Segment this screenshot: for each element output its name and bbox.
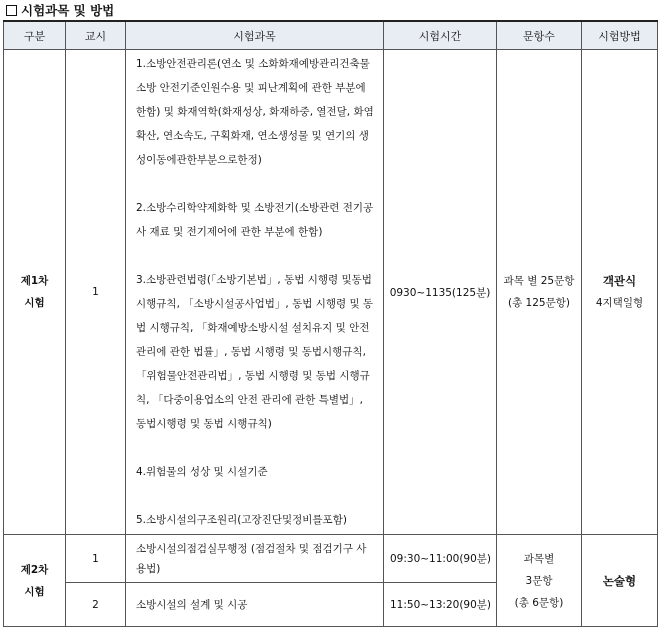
header-count: 문항수 xyxy=(497,21,582,50)
first-exam-time: 0930~1135(125분) xyxy=(384,50,497,535)
header-category: 구분 xyxy=(4,21,66,50)
second-exam-period-1: 1 xyxy=(66,535,126,583)
first-exam-category: 제1차 시험 xyxy=(4,50,66,535)
second-exam-method: 논술형 xyxy=(582,535,658,627)
second-exam-count: 과목별 3문항 (총 6문항) xyxy=(497,535,582,627)
subject-item-4: 4.위험물의 성상 및 시설기준 xyxy=(136,466,268,478)
table-row-first-exam xyxy=(4,50,658,535)
second-exam-period-2: 2 xyxy=(66,583,126,627)
header-subject: 시험과목 xyxy=(126,21,384,50)
second-exam-time-1: 09:30~11:00(90분) xyxy=(384,535,497,583)
second-exam-category: 제2차 시험 xyxy=(4,535,66,627)
subject-item-1: 1.소방안전관리론(연소 및 소화화재예방관리건축물 소방 안전기준인원수용 및 피난계획에 관한 부분에 한함) 및 화재역학(화재성상, 화재하중, 열전달, 화염확산, 연소속도, 구획화재, 연소생성물 및 연기의 생성이동에관한부분으로한정) xyxy=(136,58,374,166)
first-exam-subjects xyxy=(126,50,384,535)
first-exam-period: 1 xyxy=(66,50,126,535)
table-row-second-exam-1 xyxy=(4,535,658,583)
second-exam-subject-1: 소방시설의점검실무행정 (점검절차 및 점검기구 사용법) xyxy=(126,535,384,583)
section-heading xyxy=(6,2,114,20)
header-method: 시험방법 xyxy=(582,21,658,50)
section-heading-text: 시험과목 및 방법 xyxy=(21,3,115,18)
header-period: 교시 xyxy=(66,21,126,50)
subject-item-3: 3.소방관련법령(「소방기본법」, 동법 시행령 및동법 시행규칙, 「소방시설공사업법」, 동법 시행령 및 동법 시행규칙, 「화재예방소방시설 설치유지 및 안전관리에 관한 법률」, 동법 시행령 및 동법시행규칙, 「위험물안전관리법」, 동법 시행령 및 동법 시행규칙, 「다중이용업소의 안전 관리에 관한 특별법」, 동법시행령 및 동법 시행규칙) xyxy=(136,274,374,430)
first-exam-method: 객관식 4지택일형 xyxy=(582,50,658,535)
second-exam-time-2: 11:50~13:20(90분) xyxy=(384,583,497,627)
first-exam-count: 과목 별 25문항 (총 125문항) xyxy=(497,50,582,535)
exam-table xyxy=(3,20,658,627)
subject-item-5: 5.소방시설의구조원리(고장진단및정비를포함) xyxy=(136,514,347,526)
second-exam-subject-2: 소방시설의 설계 및 시공 xyxy=(126,583,384,627)
table-header-row xyxy=(4,21,658,50)
subject-item-2: 2.소방수리학약제화학 및 소방전기(소방관련 전기공사 재료 및 전기제어에 관한 부분에 한함) xyxy=(136,202,374,238)
header-time: 시험시간 xyxy=(384,21,497,50)
checkbox-square-icon xyxy=(6,5,17,16)
